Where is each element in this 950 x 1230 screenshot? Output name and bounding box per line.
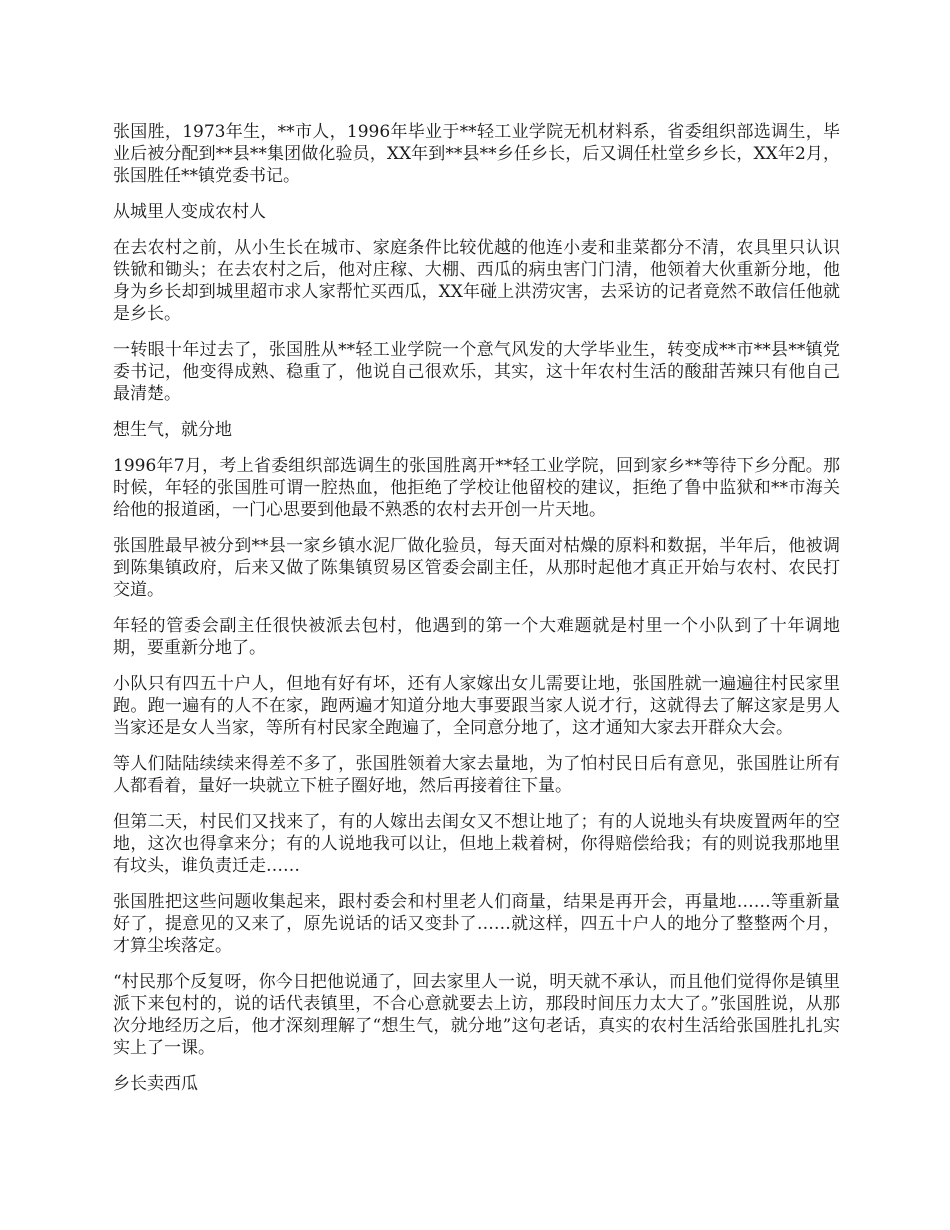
section-heading-city-to-village: 从城里人变成农村人 — [113, 202, 266, 222]
paragraph: 小队只有四五十户人，但地有好有坏，还有人家嫁出女儿需要让地，张国胜就一遍遍往村民家里跑。跑一遍有的人不在家，跑两遍才知道分地大事要跟当家人说才行，这就得去了解这家是男人当家还是女人当家，等所有村民家全跑遍了，全同意分地了，这才通知大家去开群众大会。 — [113, 674, 840, 738]
section-heading-selling-watermelons: 乡长卖西瓜 — [113, 1074, 198, 1094]
paragraph: 但第二天，村民们又找来了，有的人嫁出去闺女又不想让地了；有的人说地头有块废置两年的空地，这次也得拿来分；有的人说地我可以让，但地上栽着树，你得赔偿给我；有的则说我那地里有坟头，谁负责迁走…… — [113, 812, 840, 876]
paragraph: 年轻的管委会副主任很快被派去包村，他遇到的第一个大难题就是村里一个小队到了十年调地期，要重新分地了。 — [113, 616, 840, 658]
section-heading-divide-land: 想生气，就分地 — [113, 420, 232, 440]
paragraph-intro: 张国胜，1973年生，**市人，1996年毕业于**轻工业学院无机材料系，省委组织部选调生，毕业后被分配到**县**集团做化验员，XX年到**县**乡任乡长，后又调任杜堂乡乡长，XX年2月，张国胜任**镇党委书记。 — [113, 122, 840, 186]
paragraph: 1996年7月，考上省委组织部选调生的张国胜离开**轻工业学院，回到家乡**等待下乡分配。那时候，年轻的张国胜可谓一腔热血，他拒绝了学校让他留校的建议，拒绝了鲁中监狱和**市海关给他的报道函，一门心思要到他最不熟悉的农村去开创一片天地。 — [113, 456, 840, 520]
paragraph: 在去农村之前，从小生长在城市、家庭条件比较优越的他连小麦和韭菜都分不清，农具里只认识铁锨和锄头；在去农村之后，他对庄稼、大棚、西瓜的病虫害门门清，他领着大伙重新分地，他身为乡长却到城里超市求人家帮忙买西瓜，XX年碰上洪涝灾害，去采访的记者竟然不敢信任他就是乡长。 — [113, 238, 840, 324]
paragraph: 等人们陆陆续续来得差不多了，张国胜领着大家去量地，为了怕村民日后有意见，张国胜让所有人都看着，量好一块就立下桩子圈好地，然后再接着往下量。 — [113, 754, 840, 796]
paragraph: 一转眼十年过去了，张国胜从**轻工业学院一个意气风发的大学毕业生，转变成**市**县**镇党委书记，他变得成熟、稳重了，他说自己很欢乐，其实，这十年农村生活的酸甜苦辣只有他自己最清楚。 — [113, 340, 840, 404]
document-page — [113, 121, 840, 1109]
paragraph: 张国胜最早被分到**县一家乡镇水泥厂做化验员，每天面对枯燥的原料和数据，半年后，他被调到陈集镇政府，后来又做了陈集镇贸易区管委会副主任，从那时起他才真正开始与农村、农民打交道。 — [113, 536, 840, 600]
paragraph: “村民那个反复呀，你今日把他说通了，回去家里人一说，明天就不承认，而且他们觉得你是镇里派下来包村的，说的话代表镇里，不合心意就要去上访，那段时间压力太大了。”张国胜说，从那次分地经历之后，他才深刻理解了“想生气，就分地”这句老话，真实的农村生活给张国胜扎扎实实上了一课。 — [113, 972, 840, 1058]
paragraph: 张国胜把这些问题收集起来，跟村委会和村里老人们商量，结果是再开会，再量地……等重新量好了，提意见的又来了，原先说话的话又变卦了……就这样，四五十户人的地分了整整两个月，才算尘埃落定。 — [113, 892, 840, 956]
